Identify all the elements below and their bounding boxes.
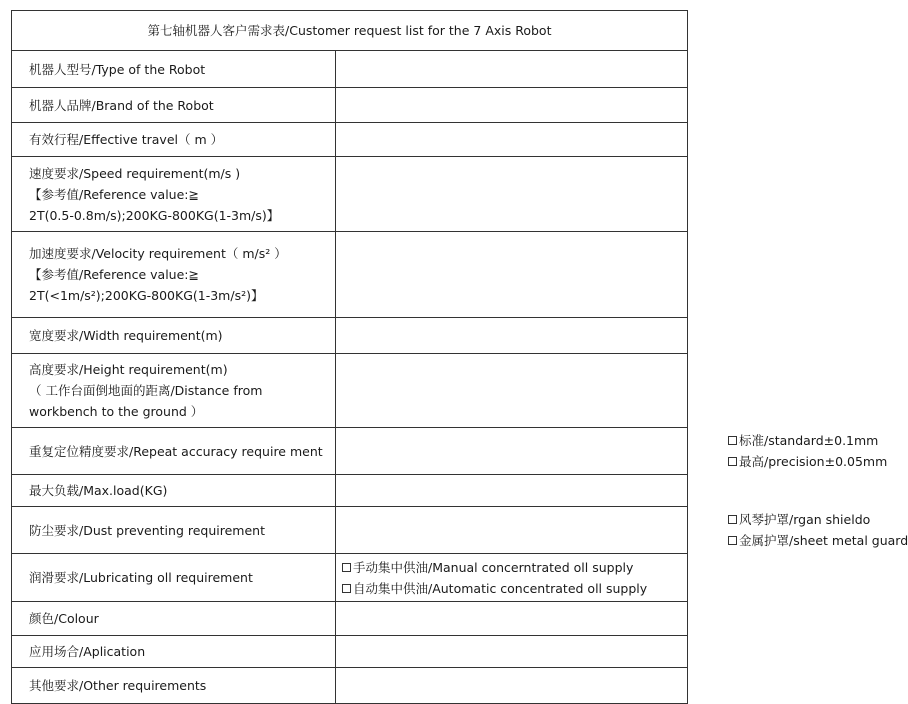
height-requirement-field[interactable] [336, 354, 688, 428]
repeat-accuracy-options [336, 428, 888, 475]
robot-type-label: 机器人型号/Type of the Robot [12, 51, 336, 88]
colour-label: 颜色/Colour [12, 602, 336, 636]
row-application [12, 636, 688, 668]
colour-field[interactable] [336, 602, 688, 636]
row-robot-type [12, 51, 688, 88]
max-load-field[interactable] [336, 475, 688, 507]
speed-reference-line1: 【参考值/Reference value:≧ [29, 186, 199, 202]
speed-reference-line2: 2T(0.5-0.8m/s);200KG-800KG(1-3m/s)】 [29, 207, 280, 223]
effective-travel-field[interactable] [336, 123, 688, 157]
height-requirement-label: 高度要求/Height requirement(m) [29, 362, 228, 377]
robot-brand-field[interactable] [336, 88, 688, 123]
accuracy-option-precision-value: ±0.05mm [824, 454, 888, 469]
row-max-load [12, 475, 688, 507]
velocity-reference-line2: 2T(<1m/s²);200KG-800KG(1-3m/s²)】 [29, 288, 264, 303]
dust-preventing-options [336, 507, 908, 554]
velocity-requirement-field[interactable] [336, 232, 688, 318]
row-effective-travel [12, 123, 688, 157]
row-robot-brand [12, 88, 688, 123]
lube-option-manual[interactable] [336, 557, 687, 578]
speed-requirement-cell [12, 157, 336, 232]
lubricating-label: 润滑要求/Lubricating oll requirement [12, 554, 336, 602]
accuracy-option-precision[interactable] [336, 451, 888, 472]
accuracy-option-precision-label: 最高/precision [739, 454, 825, 469]
row-height-requirement [12, 354, 688, 428]
row-dust-preventing [12, 507, 688, 554]
robot-brand-label: 机器人品牌/Brand of the Robot [12, 88, 336, 123]
title-row [12, 11, 688, 51]
dust-option-organ-shield-label: 风琴护罩/rgan shieldo [739, 512, 871, 527]
max-load-label: 最大负载/Max.load(KG) [12, 475, 336, 507]
row-speed-requirement [12, 157, 688, 232]
width-requirement-label: 宽度要求/Width requirement(m) [12, 318, 336, 354]
accuracy-option-standard-value: ±0.1mm [823, 433, 879, 448]
velocity-requirement-cell [12, 232, 336, 318]
row-colour [12, 602, 688, 636]
checkbox-icon[interactable] [342, 584, 351, 593]
form-title: 第七轴机器人客户需求表/Customer request list for the 7 Axis Robot [12, 11, 688, 51]
accuracy-option-standard-label: 标准/standard [739, 433, 824, 448]
row-velocity-requirement [12, 232, 688, 318]
width-requirement-field[interactable] [336, 318, 688, 354]
row-lubricating [12, 554, 688, 602]
height-note-line2: workbench to the ground ） [29, 404, 204, 419]
other-requirements-field[interactable] [336, 668, 688, 704]
velocity-requirement-label: 加速度要求/Velocity requirement（ m/s² ） [29, 246, 287, 261]
checkbox-icon[interactable] [728, 536, 737, 545]
application-field[interactable] [336, 636, 688, 668]
lube-option-automatic-label: 自动集中供油/Automatic concentrated oll supply [353, 580, 648, 596]
lubricating-options [336, 554, 688, 602]
checkbox-icon[interactable] [342, 563, 351, 572]
dust-option-metal-guard-label: 金属护罩/sheet metal guard [739, 533, 908, 548]
row-other-requirements [12, 668, 688, 704]
speed-requirement-field[interactable] [336, 157, 688, 232]
lube-option-automatic[interactable] [336, 578, 687, 599]
customer-request-table [11, 10, 908, 704]
other-requirements-label: 其他要求/Other requirements [12, 668, 336, 704]
velocity-reference-line1: 【参考值/Reference value:≧ [29, 267, 199, 282]
application-label: 应用场合/Aplication [12, 636, 336, 668]
height-requirement-cell [12, 354, 336, 428]
dust-preventing-label: 防尘要求/Dust preventing requirement [12, 507, 336, 554]
dust-option-organ-shield[interactable] [336, 509, 871, 530]
row-repeat-accuracy [12, 428, 688, 475]
lube-option-manual-label: 手动集中供油/Manual concerntrated oll supply [353, 559, 634, 575]
dust-option-metal-guard[interactable] [336, 530, 908, 551]
checkbox-icon[interactable] [728, 457, 737, 466]
accuracy-option-standard[interactable] [336, 430, 879, 451]
repeat-accuracy-label: 重复定位精度要求/Repeat accuracy require ment [12, 428, 336, 475]
robot-type-field[interactable] [336, 51, 688, 88]
height-note-line1: （ 工作台面倒地面的距离/Distance from [29, 383, 263, 398]
row-width-requirement [12, 318, 688, 354]
checkbox-icon[interactable] [728, 436, 737, 445]
speed-requirement-label: 速度要求/Speed requirement(m/s ) [29, 165, 241, 181]
effective-travel-label: 有效行程/Effective travel（ m ） [12, 123, 336, 157]
checkbox-icon[interactable] [728, 515, 737, 524]
